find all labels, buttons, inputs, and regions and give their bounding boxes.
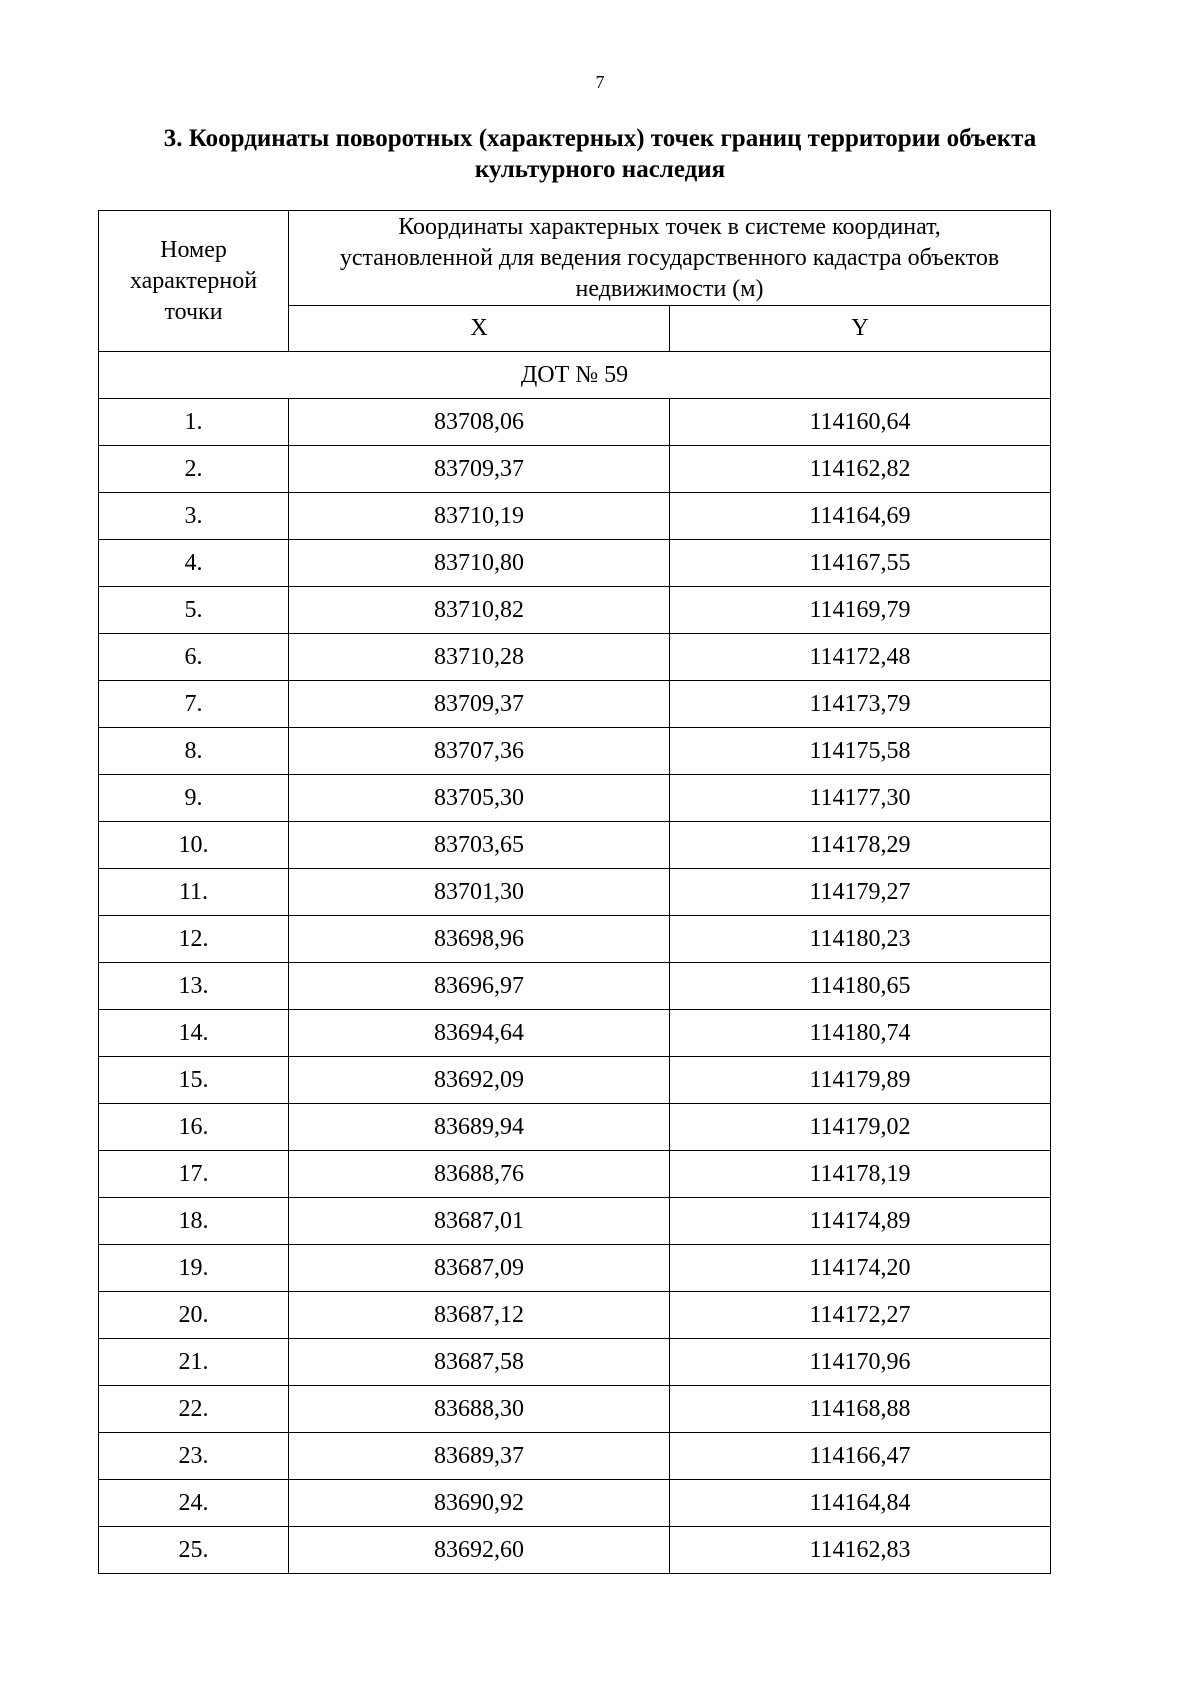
y-coordinate-cell: 114174,89 bbox=[670, 1198, 1051, 1245]
x-coordinate-cell: 83705,30 bbox=[289, 775, 670, 822]
point-number-cell: 4. bbox=[99, 540, 289, 587]
point-number-cell: 9. bbox=[99, 775, 289, 822]
x-coordinate-cell: 83692,60 bbox=[289, 1527, 670, 1574]
x-column-header: X bbox=[289, 306, 670, 352]
table-row bbox=[99, 446, 1051, 493]
coordinates-header: Координаты характерных точек в системе координат, установленной для ведения государственного кадастра объектов недвижимости (м) bbox=[289, 211, 1051, 306]
table-row bbox=[99, 681, 1051, 728]
page-number: 7 bbox=[595, 72, 605, 92]
point-number-cell: 8. bbox=[99, 728, 289, 775]
y-coordinate-cell: 114174,20 bbox=[670, 1245, 1051, 1292]
x-coordinate-cell: 83687,58 bbox=[289, 1339, 670, 1386]
x-coordinate-cell: 83688,76 bbox=[289, 1151, 670, 1198]
section-title-line-1: 3. Координаты поворотных (характерных) точек границ территории объекта bbox=[163, 125, 1037, 152]
table-row bbox=[99, 869, 1051, 916]
x-coordinate-cell: 83703,65 bbox=[289, 822, 670, 869]
point-number-cell: 25. bbox=[99, 1527, 289, 1574]
table-row bbox=[99, 493, 1051, 540]
x-coordinate-cell: 83687,09 bbox=[289, 1245, 670, 1292]
point-number-cell: 12. bbox=[99, 916, 289, 963]
table-row bbox=[99, 728, 1051, 775]
coordinates-table bbox=[98, 210, 1051, 1574]
point-number-cell: 19. bbox=[99, 1245, 289, 1292]
point-number-cell: 2. bbox=[99, 446, 289, 493]
table-row bbox=[99, 1292, 1051, 1339]
y-coordinate-cell: 114175,58 bbox=[670, 728, 1051, 775]
y-coordinate-cell: 114172,48 bbox=[670, 634, 1051, 681]
point-number-cell: 1. bbox=[99, 399, 289, 446]
y-coordinate-cell: 114164,84 bbox=[670, 1480, 1051, 1527]
y-coordinate-cell: 114162,82 bbox=[670, 446, 1051, 493]
point-number-cell: 11. bbox=[99, 869, 289, 916]
x-coordinate-cell: 83689,37 bbox=[289, 1433, 670, 1480]
x-coordinate-cell: 83707,36 bbox=[289, 728, 670, 775]
x-coordinate-cell: 83694,64 bbox=[289, 1010, 670, 1057]
point-number-cell: 16. bbox=[99, 1104, 289, 1151]
point-number-cell: 17. bbox=[99, 1151, 289, 1198]
table-row bbox=[99, 1480, 1051, 1527]
y-coordinate-cell: 114164,69 bbox=[670, 493, 1051, 540]
y-coordinate-cell: 114180,23 bbox=[670, 916, 1051, 963]
x-coordinate-cell: 83687,01 bbox=[289, 1198, 670, 1245]
point-number-cell: 23. bbox=[99, 1433, 289, 1480]
y-coordinate-cell: 114162,83 bbox=[670, 1527, 1051, 1574]
table-row bbox=[99, 916, 1051, 963]
x-coordinate-cell: 83709,37 bbox=[289, 446, 670, 493]
section-title-line-2: культурного наследия bbox=[474, 156, 726, 183]
y-coordinate-cell: 114160,64 bbox=[670, 399, 1051, 446]
y-coordinate-cell: 114180,74 bbox=[670, 1010, 1051, 1057]
group-label: ДОТ № 59 bbox=[99, 352, 1051, 399]
point-number-cell: 6. bbox=[99, 634, 289, 681]
y-coordinate-cell: 114179,02 bbox=[670, 1104, 1051, 1151]
table-row bbox=[99, 963, 1051, 1010]
section-title bbox=[80, 123, 1120, 185]
table-row bbox=[99, 399, 1051, 446]
table-row bbox=[99, 1339, 1051, 1386]
x-coordinate-cell: 83701,30 bbox=[289, 869, 670, 916]
point-number-cell: 20. bbox=[99, 1292, 289, 1339]
point-number-cell: 14. bbox=[99, 1010, 289, 1057]
table-row bbox=[99, 1433, 1051, 1480]
table-row bbox=[99, 1151, 1051, 1198]
x-coordinate-cell: 83710,28 bbox=[289, 634, 670, 681]
point-number-cell: 15. bbox=[99, 1057, 289, 1104]
x-coordinate-cell: 83687,12 bbox=[289, 1292, 670, 1339]
x-coordinate-cell: 83709,37 bbox=[289, 681, 670, 728]
table-row bbox=[99, 634, 1051, 681]
y-coordinate-cell: 114178,29 bbox=[670, 822, 1051, 869]
y-coordinate-cell: 114166,47 bbox=[670, 1433, 1051, 1480]
table-row bbox=[99, 1386, 1051, 1433]
y-column-header: Y bbox=[670, 306, 1051, 352]
x-coordinate-cell: 83692,09 bbox=[289, 1057, 670, 1104]
x-coordinate-cell: 83708,06 bbox=[289, 399, 670, 446]
x-coordinate-cell: 83688,30 bbox=[289, 1386, 670, 1433]
point-number-cell: 18. bbox=[99, 1198, 289, 1245]
table-row bbox=[99, 540, 1051, 587]
point-number-cell: 21. bbox=[99, 1339, 289, 1386]
table-row bbox=[99, 775, 1051, 822]
table-row bbox=[99, 1010, 1051, 1057]
table-row bbox=[99, 1245, 1051, 1292]
point-number-cell: 13. bbox=[99, 963, 289, 1010]
y-coordinate-cell: 114173,79 bbox=[670, 681, 1051, 728]
y-coordinate-cell: 114167,55 bbox=[670, 540, 1051, 587]
x-coordinate-cell: 83689,94 bbox=[289, 1104, 670, 1151]
table-row bbox=[99, 587, 1051, 634]
point-number-cell: 3. bbox=[99, 493, 289, 540]
table-row bbox=[99, 822, 1051, 869]
y-coordinate-cell: 114179,27 bbox=[670, 869, 1051, 916]
y-coordinate-cell: 114179,89 bbox=[670, 1057, 1051, 1104]
table-row bbox=[99, 1527, 1051, 1574]
table-row bbox=[99, 1057, 1051, 1104]
x-coordinate-cell: 83698,96 bbox=[289, 916, 670, 963]
point-number-cell: 24. bbox=[99, 1480, 289, 1527]
y-coordinate-cell: 114170,96 bbox=[670, 1339, 1051, 1386]
table-row bbox=[99, 1198, 1051, 1245]
y-coordinate-cell: 114180,65 bbox=[670, 963, 1051, 1010]
x-coordinate-cell: 83710,80 bbox=[289, 540, 670, 587]
y-coordinate-cell: 114168,88 bbox=[670, 1386, 1051, 1433]
table-row bbox=[99, 1104, 1051, 1151]
point-number-cell: 10. bbox=[99, 822, 289, 869]
point-number-header: Номер характерной точки bbox=[99, 211, 289, 352]
point-number-cell: 7. bbox=[99, 681, 289, 728]
y-coordinate-cell: 114169,79 bbox=[670, 587, 1051, 634]
x-coordinate-cell: 83710,19 bbox=[289, 493, 670, 540]
y-coordinate-cell: 114177,30 bbox=[670, 775, 1051, 822]
y-coordinate-cell: 114178,19 bbox=[670, 1151, 1051, 1198]
y-coordinate-cell: 114172,27 bbox=[670, 1292, 1051, 1339]
x-coordinate-cell: 83710,82 bbox=[289, 587, 670, 634]
x-coordinate-cell: 83696,97 bbox=[289, 963, 670, 1010]
x-coordinate-cell: 83690,92 bbox=[289, 1480, 670, 1527]
point-number-cell: 22. bbox=[99, 1386, 289, 1433]
point-number-cell: 5. bbox=[99, 587, 289, 634]
